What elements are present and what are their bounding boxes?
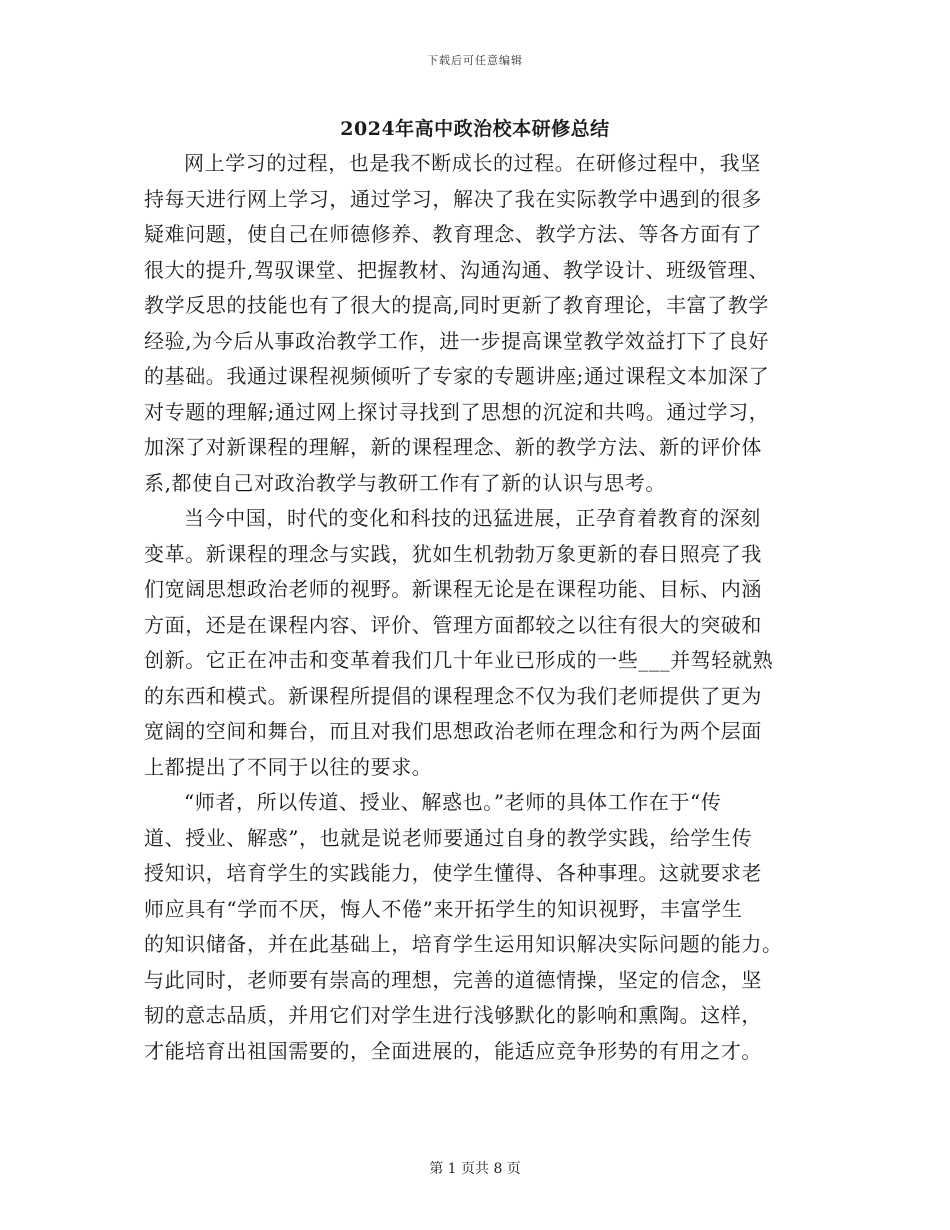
document-title: 2024年高中政治校本研修总结 xyxy=(340,118,610,140)
paragraph-line: 师应具有“学而不厌，悔人不倦”来开拓学生的知识视野，丰富学生 xyxy=(144,896,743,921)
paragraph-line: 系,都使自己对政治教学与教研工作有了新的认识与思考。 xyxy=(144,470,666,495)
paragraph-line: 加深了对新课程的理解，新的课程理念、新的教学方法、新的评价体 xyxy=(144,435,762,459)
paragraph-line: “师者，所以传道、授业、解惑也。”老师的具体工作在于“传 xyxy=(184,790,722,814)
paragraph-2 xyxy=(144,501,804,785)
paragraph-line: 很大的提升,驾驭课堂、把握教材、沟通沟通、教学设计、班级管理、 xyxy=(144,257,769,282)
paragraph-line: 授知识，培育学生的实践能力，使学生懂得、各种事理。这就要求老 xyxy=(144,861,762,885)
paragraph-line: 上都提出了不同于以往的要求。 xyxy=(144,754,433,779)
paragraph-line: 才能培育出祖国需要的，全面进展的，能适应竞争形势的有用之才。 xyxy=(144,1038,762,1063)
paragraph-line: 的东西和模式。新课程所提倡的课程理念不仅为我们老师提供了更为 xyxy=(144,683,762,708)
paragraph-line: 们宽阔思想政治老师的视野。新课程无论是在课程功能、目标、内涵 xyxy=(144,577,762,601)
paragraph-line: 疑难问题，使自己在师德修养、教育理念、教学方法、等各方面有了 xyxy=(144,222,762,246)
paragraph-1 xyxy=(144,146,804,501)
paragraph-line: 宽阔的空间和舞台，而且对我们思想政治老师在理念和行为两个层面 xyxy=(144,719,762,743)
paragraph-line: 当今中国，时代的变化和科技的迅猛进展，正孕育着教育的深刻 xyxy=(184,506,761,530)
paragraph-line: 创新。它正在冲击和变革着我们几十年业已形成的一些___并驾轻就熟 xyxy=(144,648,774,672)
paragraph-line: 网上学习的过程，也是我不断成长的过程。在研修过程中，我坚 xyxy=(184,151,761,175)
paragraph-line: 与此同时，老师要有崇高的理想，完善的道德情操，坚定的信念，坚 xyxy=(144,967,762,992)
paragraph-line: 道、授业、解惑”，也就是说老师要通过自身的教学实践，给学生传 xyxy=(144,825,753,850)
paragraph-line: 变革。新课程的理念与实践，犹如生机勃勃万象更新的春日照亮了我 xyxy=(144,541,762,566)
paragraph-line: 韧的意志品质，并用它们对学生进行浅够默化的影响和熏陶。这样， xyxy=(144,1003,762,1027)
document-body xyxy=(144,146,804,1069)
paragraph-line: 对专题的理解;通过网上探讨寻找到了思想的沉淀和共鸣。通过学习， xyxy=(144,399,770,424)
paragraph-line: 方面，还是在课程内容、评价、管理方面都较之以往有很大的突破和 xyxy=(144,612,762,637)
paragraph-line: 持每天进行网上学习，通过学习，解决了我在实际教学中遇到的很多 xyxy=(144,186,762,211)
paragraph-line: 的知识储备，并在此基础上，培育学生运用知识解决实际问题的能力。 xyxy=(144,932,783,956)
paragraph-line: 的基础。我通过课程视频倾听了专家的专题讲座;通过课程文本加深了 xyxy=(144,364,770,388)
paragraph-line: 教学反思的技能也有了很大的提高,同时更新了教育理论，丰富了教学 xyxy=(144,293,769,317)
header-note: 下载后可任意编辑 xyxy=(427,54,523,67)
paragraph-line: 经验,为今后从事政治教学工作，进一步提高课堂教学效益打下了良好 xyxy=(144,328,769,353)
paragraph-3 xyxy=(144,785,804,1069)
page-number-footer: 第 1 页共 8 页 xyxy=(429,1161,521,1177)
